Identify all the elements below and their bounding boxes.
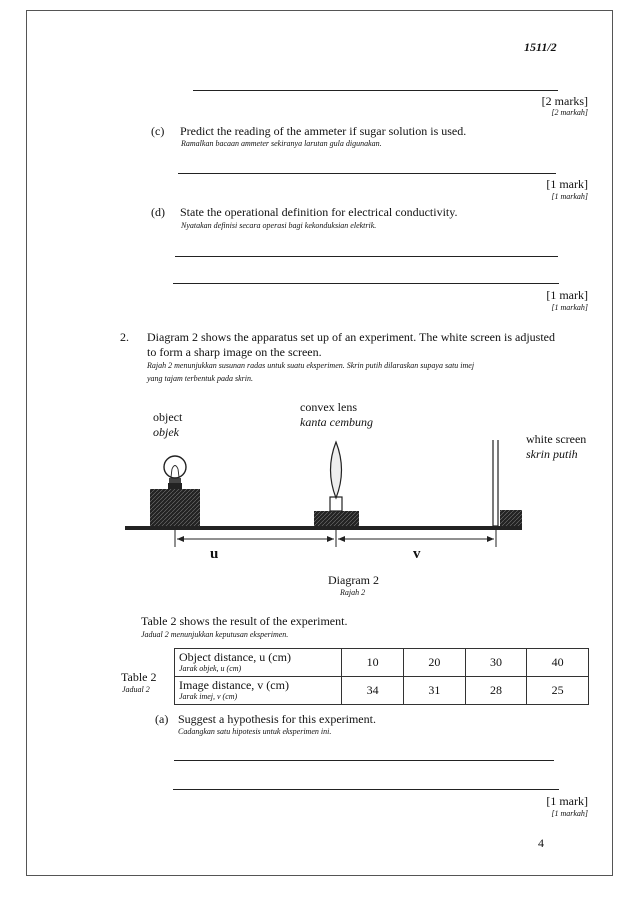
marks-en: [2 marks] — [541, 94, 588, 108]
diagram-caption-ms: Rajah 2 — [340, 588, 366, 597]
table-label: Table 2 — [121, 670, 157, 684]
question-a-text-ms: Cadangkan satu hipotesis untuk eksperimen ini. — [178, 727, 332, 736]
distance-v-label: v — [413, 546, 421, 562]
question-2-text-1: Diagram 2 shows the apparatus set up of an experiment. The white screen is adjusted — [147, 330, 555, 344]
table-cell: 28 — [465, 677, 527, 705]
answer-line[interactable] — [193, 90, 558, 91]
table-cell: 10 — [342, 649, 404, 677]
question-2-text-ms-1: Rajah 2 menunjukkan susunan radas untuk suatu eksperimen. Skrin putih dilaraskan supaya satu imej — [147, 361, 475, 370]
table-cell: 31 — [403, 677, 465, 705]
table-label-ms: Jadual 2 — [122, 685, 150, 694]
bulb-stand — [150, 489, 200, 526]
answer-line[interactable] — [178, 173, 556, 174]
page-number: 4 — [538, 836, 544, 850]
question-2-text-2: to form a sharp image on the screen. — [147, 345, 322, 359]
bench — [125, 526, 522, 530]
table-intro: Table 2 shows the result of the experiment. — [141, 614, 348, 628]
convex-lens — [314, 442, 359, 526]
diagram-object-label-ms: objek — [153, 425, 179, 439]
marks-en: [1 mark] — [546, 288, 588, 302]
marks-ms: [1 markah] — [551, 192, 588, 201]
bulb-icon — [164, 456, 186, 489]
marks-en: [1 mark] — [546, 794, 588, 808]
table-row — [175, 649, 589, 677]
distance-u-label: u — [210, 546, 219, 562]
table-row — [175, 677, 589, 705]
question-c-text-ms: Ramalkan bacaan ammeter sekiranya larutan gula digunakan. — [181, 139, 382, 148]
answer-line[interactable] — [173, 283, 559, 284]
question-d-label: (d) — [151, 205, 165, 219]
answer-line[interactable] — [174, 760, 554, 761]
paper-code: 1511/2 — [524, 40, 557, 54]
answer-line[interactable] — [173, 789, 559, 790]
results-table — [174, 648, 589, 705]
diagram-object-label: object — [153, 410, 183, 424]
table-cell: Object distance, u (cm) Jarak objek, u (cm) — [175, 649, 342, 677]
apparatus-diagram — [120, 440, 530, 580]
question-2-text-ms-2: yang tajam terbentuk pada skrin. — [147, 374, 253, 383]
table-cell: 30 — [465, 649, 527, 677]
diagram-lens-label: convex lens — [300, 400, 357, 414]
table-cell: 40 — [527, 649, 589, 677]
question-c-label: (c) — [151, 124, 165, 138]
table-cell: 25 — [527, 677, 589, 705]
question-c-text: Predict the reading of the ammeter if sugar solution is used. — [180, 124, 467, 138]
diagram-screen-label: white screen — [526, 432, 587, 446]
table-cell: 34 — [342, 677, 404, 705]
marks-ms: [1 markah] — [551, 809, 588, 818]
question-d-text-ms: Nyatakan definisi secara operasi bagi kekonduksian elektrik. — [181, 221, 377, 230]
marks-ms: [2 markah] — [551, 108, 588, 117]
table-intro-ms: Jadual 2 menunjukkan keputusan eksperimen. — [141, 630, 289, 639]
marks-en: [1 mark] — [546, 177, 588, 191]
answer-line[interactable] — [175, 256, 558, 257]
white-screen — [493, 440, 522, 526]
question-a-label: (a) — [155, 712, 169, 726]
question-a-text: Suggest a hypothesis for this experiment. — [178, 712, 376, 726]
table-cell: 20 — [403, 649, 465, 677]
question-d-text: State the operational definition for electrical conductivity. — [180, 205, 458, 219]
diagram-lens-label-ms: kanta cembung — [300, 415, 373, 429]
diagram-caption: Diagram 2 — [328, 573, 379, 587]
question-2-number: 2. — [120, 330, 129, 344]
marks-ms: [1 markah] — [551, 303, 588, 312]
table-cell: Image distance, v (cm) Jarak imej, v (cm) — [175, 677, 342, 705]
diagram-screen-label-ms: skrin putih — [526, 447, 578, 461]
